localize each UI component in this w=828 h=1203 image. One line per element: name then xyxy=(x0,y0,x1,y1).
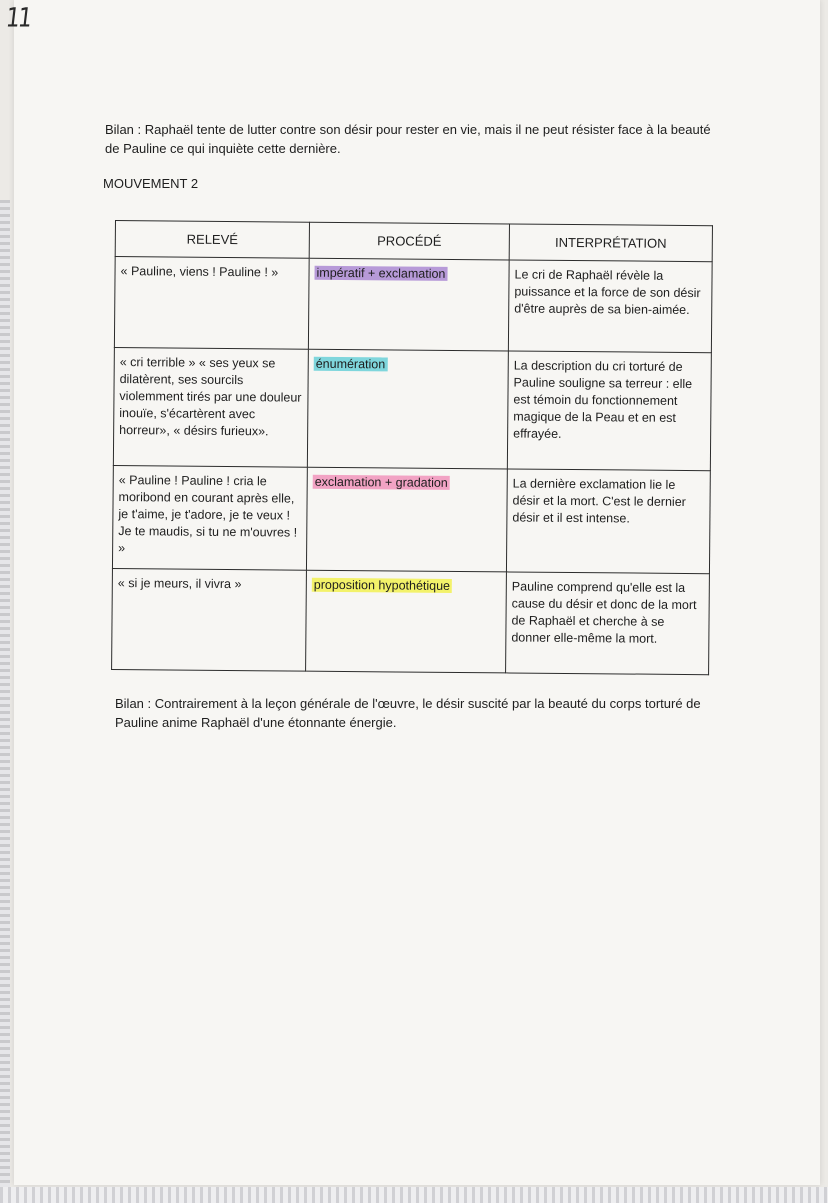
procede-cell xyxy=(307,349,508,469)
header-procede: PROCÉDÉ xyxy=(309,222,509,260)
header-interpretation: INTERPRÉTATION xyxy=(509,224,712,262)
procede-cell xyxy=(306,467,507,572)
procede-cell xyxy=(308,258,509,351)
paper-sheet xyxy=(14,0,820,1185)
table-row xyxy=(114,257,712,353)
header-releve: RELEVÉ xyxy=(115,221,309,259)
bilan-paragraph-1: Bilan : Raphaël tente de lutter contre son désir pour rester en vie, mais il ne peut résister face à la beauté de Pauline ce qui inquiète cette dernière. xyxy=(105,122,711,156)
table-row xyxy=(112,465,710,573)
procede-highlight: énumération xyxy=(315,356,386,372)
interpretation-cell: La description du cri torturé de Pauline souligne sa terreur : elle est témoin du fonctionnement magique de la Peau et en est effrayée. xyxy=(507,351,711,471)
table-row xyxy=(112,568,710,674)
procede-cell xyxy=(306,570,507,673)
releve-cell: « si je meurs, il vivra » xyxy=(112,568,307,671)
releve-cell: « cri terrible » « ses yeux se dilatèrent, ses sourcils violemment tirés par une douleur inouïe, s'écartèrent avec horreur», « désirs furieux». xyxy=(113,347,308,467)
releve-cell: « Pauline ! Pauline ! cria le moribond en courant après elle, je t'aime, je t'adore, je te veux ! Je te maudis, si tu ne m'ouvres ! » xyxy=(112,465,307,570)
bilan-paragraph-2: Bilan : Contrairement à la leçon générale de l'œuvre, le désir suscité par la beauté du corps torturé de Pauline anime Raphaël d'une étonnante énergie. xyxy=(115,696,701,730)
interpretation-cell: Le cri de Raphaël révèle la puissance et la force de son désir d'être auprès de sa bien-aimée. xyxy=(508,260,712,353)
procede-highlight: exclamation + gradation xyxy=(314,474,448,490)
sheet-protector-edge xyxy=(0,1187,828,1203)
analysis-table xyxy=(111,220,713,675)
sheet-protector-binding xyxy=(0,200,10,1203)
releve-cell: « Pauline, viens ! Pauline ! » xyxy=(114,257,309,350)
table-row xyxy=(113,347,711,470)
interpretation-cell: Pauline comprend qu'elle est la cause du désir et donc de la mort de Raphaël et cherche à se donner elle-même la mort. xyxy=(506,572,710,675)
section-title: MOUVEMENT 2 xyxy=(103,176,199,191)
interpretation-cell: La dernière exclamation lie le désir et la mort. C'est le dernier désir et il est intense. xyxy=(506,469,710,574)
handwritten-page-number: 11 xyxy=(4,3,32,34)
table-header-row xyxy=(115,221,712,262)
procede-highlight: impératif + exclamation xyxy=(316,265,446,281)
procede-highlight: proposition hypothétique xyxy=(313,577,451,593)
